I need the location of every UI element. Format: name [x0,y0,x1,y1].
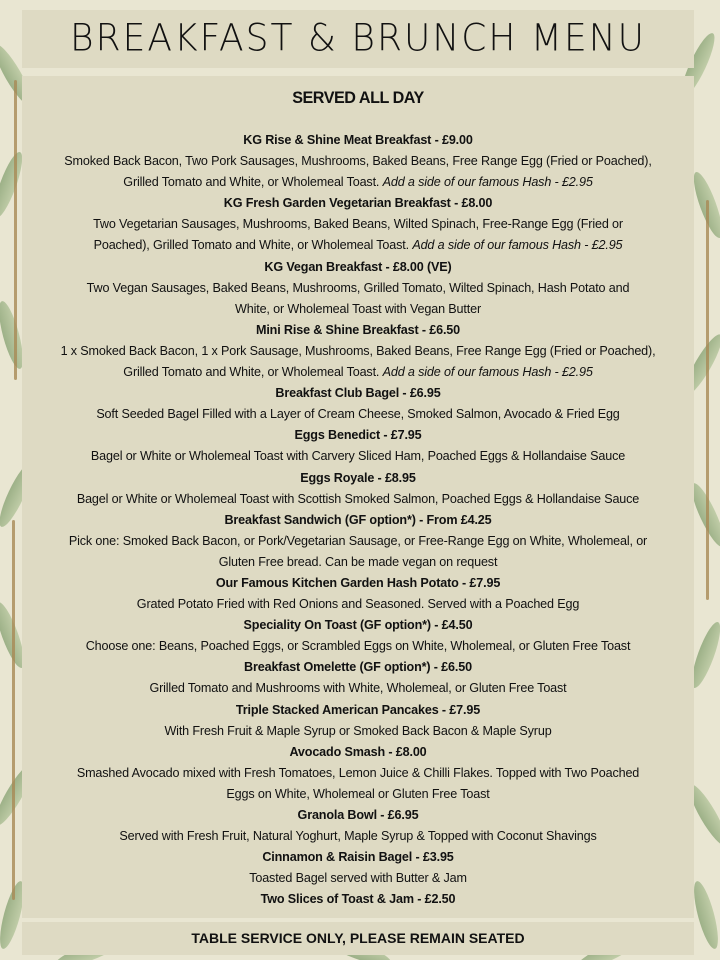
menu-item [22,573,694,615]
menu-item-description [22,531,694,552]
description-text: Bagel or White or Wholemeal Toast with Scottish Smoked Salmon, Poached Eggs & Hollandaise Sauce [76,491,640,506]
description-text: 1 x Smoked Back Bacon, 1 x Pork Sausage, Mushrooms, Baked Beans, Free Range Egg (Fried or Poached), [60,343,656,358]
menu-item [22,130,694,193]
menu-item-description [22,489,694,510]
menu-item-description [22,214,694,235]
menu-item-name: Breakfast Sandwich (GF option*) - From £4.25 [224,512,492,527]
side-option-note: Add a side of our famous Hash - £2.95 [382,175,593,190]
menu-item [22,615,694,657]
menu-item [22,805,694,847]
description-text: Grated Potato Fried with Red Onions and Seasoned. Served with a Poached Egg [136,597,580,612]
menu-item-name: Granola Bowl - £6.95 [297,808,419,822]
description-text: Pick one: Smoked Back Bacon, or Pork/Vegetarian Sausage, or Free-Range Egg on White, Wholemeal, or [68,533,648,548]
side-option-note: Add a side of our famous Hash - £2.95 [382,365,593,380]
description-text: Toasted Bagel served with Butter & Jam [249,871,467,886]
menu-item-description [22,868,694,889]
description-text: Choose one: Beans, Poached Eggs, or Scrambled Eggs on White, Wholemeal, or Gluten Free Toast [85,639,631,654]
menu-item-description [22,172,694,193]
menu-item-description [22,678,694,699]
menu-item [22,889,694,910]
menu-items [22,130,694,910]
menu-item-name: Breakfast Club Bagel - £6.95 [275,386,441,401]
menu-item-description [22,763,694,784]
description-text: Grilled Tomato and Mushrooms with White, Wholemeal, or Gluten Free Toast [149,681,567,696]
menu-item [22,320,694,383]
menu-item-name: Triple Stacked American Pancakes - £7.95 [235,702,481,717]
menu-item [22,193,694,256]
menu-item-name: Mini Rise & Shine Breakfast - £6.50 [255,322,461,337]
menu-item [22,700,694,742]
menu-item-description [22,721,694,742]
menu-item [22,257,694,320]
menu-item-description [22,278,694,299]
menu-item-name: KG Fresh Garden Vegetarian Breakfast - £8.00 [223,196,493,211]
menu-item-name: Breakfast Omelette (GF option*) - £6.50 [244,660,472,675]
menu-item-description [22,784,694,805]
description-text: Gluten Free bread. Can be made vegan on request [218,554,498,569]
description-text: Two Vegan Sausages, Baked Beans, Mushrooms, Grilled Tomato, Wilted Spinach, Hash Potato and [86,280,630,295]
menu-item-name: Eggs Royale - £8.95 [300,470,416,485]
description-text: Bagel or White or Wholemeal Toast with Carvery Sliced Ham, Poached Eggs & Hollandaise Sauce [90,449,626,464]
menu-item [22,468,694,510]
title-banner [22,10,694,68]
menu-item-description [22,235,694,256]
menu-item [22,425,694,467]
menu-item-name: Avocado Smash - £8.00 [289,744,427,759]
menu-item-name: Two Slices of Toast & Jam - £2.50 [260,892,456,907]
footer-notice: TABLE SERVICE ONLY, PLEASE REMAIN SEATED [191,930,525,946]
footer-banner [22,922,694,955]
menu-item-description [22,341,694,362]
description-text: Eggs on White, Wholemeal or Gluten Free Toast [226,786,490,801]
side-option-note: Add a side of our famous Hash - £2.95 [412,238,623,253]
stem-decoration [14,80,17,380]
menu-item-description [22,151,694,172]
menu-item-name: Speciality On Toast (GF option*) - £4.50 [243,618,473,633]
menu-item-name: Our Famous Kitchen Garden Hash Potato - £7.95 [215,575,501,590]
description-text: Smoked Back Bacon, Two Pork Sausages, Mushrooms, Baked Beans, Free Range Egg (Fried or Poached), [64,154,652,169]
menu-item-description [22,299,694,320]
menu-item-name: KG Vegan Breakfast - £8.00 (VE) [264,259,452,274]
page-title: BREAKFAST & BRUNCH MENU [70,16,646,60]
stem-decoration [12,520,15,900]
description-text: Smashed Avocado mixed with Fresh Tomatoes, Lemon Juice & Chilli Flakes. Topped with Two Poached [76,765,640,780]
menu-item-name: Cinnamon & Raisin Bagel - £3.95 [262,850,454,865]
menu-item [22,657,694,699]
menu-subtitle: SERVED ALL DAY [292,88,424,107]
menu-item [22,510,694,573]
description-text: Two Vegetarian Sausages, Mushrooms, Baked Beans, Wilted Spinach, Free-Range Egg (Fried or [93,217,623,232]
description-text: White, or Wholemeal Toast with Vegan Butter [234,301,481,316]
menu-item-description [22,826,694,847]
description-text: Poached), Grilled Tomato and White, or Wholemeal Toast. [93,238,413,253]
description-text: With Fresh Fruit & Maple Syrup or Smoked Back Bacon & Maple Syrup [164,723,552,738]
description-text: Served with Fresh Fruit, Natural Yoghurt, Maple Syrup & Topped with Coconut Shavings [119,829,597,844]
menu-item [22,383,694,425]
menu-item-description [22,362,694,383]
menu-item-description [22,446,694,467]
menu-item [22,742,694,805]
stem-decoration [706,200,709,600]
description-text: Grilled Tomato and White, or Wholemeal Toast. [123,365,383,380]
menu-item-name: Eggs Benedict - £7.95 [294,428,422,443]
menu-item [22,847,694,889]
menu-item-description [22,552,694,573]
menu-item-description [22,594,694,615]
menu-panel [22,76,694,918]
menu-item-name: KG Rise & Shine Meat Breakfast - £9.00 [243,133,473,147]
description-text: Soft Seeded Bagel Filled with a Layer of Cream Cheese, Smoked Salmon, Avocado & Fried Egg [96,407,620,422]
description-text: Grilled Tomato and White, or Wholemeal Toast. [123,175,383,190]
menu-item-description [22,404,694,425]
menu-item-description [22,636,694,657]
